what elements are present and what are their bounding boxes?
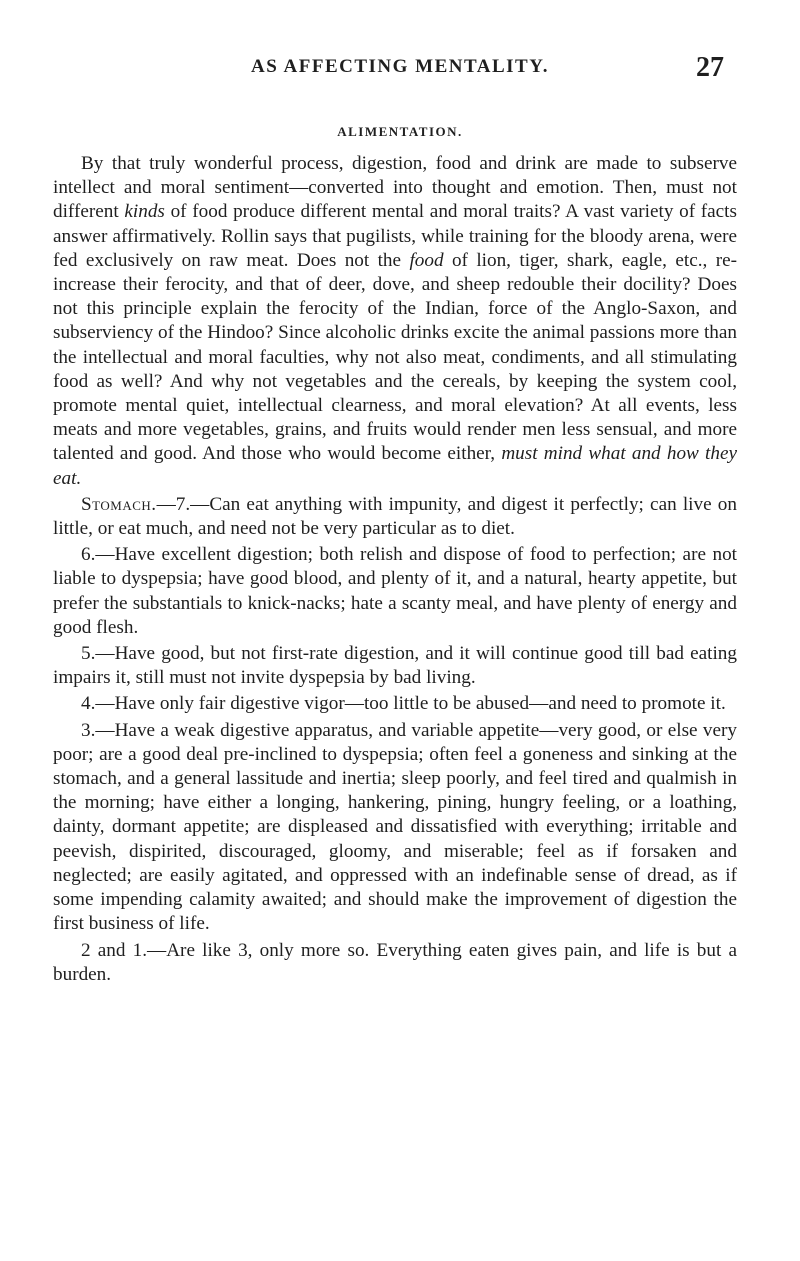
body-text [53, 152, 737, 987]
intro-text-1: By that truly wonderful process, digestion, food and drink are made to subserve intellect and moral sentiment—converted into thought and emotion. Then, must not different [53, 153, 737, 223]
intro-emphasis-kinds: kinds [124, 201, 165, 223]
paragraph-degree-4: 4.—Have only fair digestive vigor—too little to be abused—and need to promote it. [81, 693, 726, 715]
paragraph-degree-6: 6.—Have excellent digestion; both relish and dispose of food to perfection; are not liable to dyspepsia; have good blood, and plenty of it, and a natural, hearty appetite, but prefer the substantials to knick-nacks; hate a scanty meal, and have plenty of energy and good flesh. [53, 544, 737, 638]
intro-emphasis-food: food [409, 249, 444, 271]
paragraph-degree-3: 3.—Have a weak digestive apparatus, and variable appetite—very good, or else very poor; are a good deal pre-inclined to dyspepsia; often feel a goneness and sinking at the stomach, and a general lassitude and inertia; sleep poorly, and feel tired and qualmish in the morning; have either a longing, hankering, pining, hungry feeling, or a loathing, dainty, dormant appetite; are displeased and dissatisfied with everything; irritable and peevish, dispirited, discouraged, gloomy, and miserable; feel as if forsaken and neglected; are easily agitated, and oppressed with an indefinable sense of dread, as if some impending calamity awaited; and should make the improvement of digestion the first business of life. [53, 719, 737, 935]
section-heading: ALIMENTATION. [337, 124, 463, 139]
stomach-7-text: —7.—Can eat anything with impunity, and digest it perfectly; can live on little, or eat much, and need not be very particular as to diet. [53, 493, 737, 540]
stomach-label: Stomach. [81, 493, 157, 515]
paragraph-degree-2-1: 2 and 1.—Are like 3, only more so. Everything eaten gives pain, and life is but a burden. [53, 939, 737, 985]
intro-text-2: of food produce different mental and moral traits? A vast variety of facts answer affirmatively. Rollin says that pugilists, while training for the bloody arena, were fed exclusively on raw meat. Does not the [53, 201, 737, 271]
page-number: 27 [696, 52, 724, 83]
paragraph-intro [53, 152, 737, 491]
paragraph-stomach-7 [53, 493, 737, 541]
paragraph-degree-5: 5.—Have good, but not first-rate digestion, and it will continue good till bad eating impairs it, still must not invite dyspepsia by bad living. [53, 643, 737, 689]
intro-text-3: of lion, tiger, shark, eagle, etc., re-increase their ferocity, and that of deer, dove, and sheep redouble their docility? Does not this principle explain the ferocity of the Indian, force of the Anglo-Saxon, and subserviency of the Hindoo? Since alcoholic drinks excite the animal passions more than the intellectual and moral faculties, why not also meat, condiments, and all stimulating food as well? And why not vegetables and the cereals, by keeping the system cool, promote mental quiet, intellectual clearness, and moral elevation? At all events, less meats and more vegetables, grains, and fruits would render men less sensual, and more talented and good. And those who would become either, [53, 249, 737, 465]
running-head [80, 52, 724, 86]
running-title: AS AFFECTING MENTALITY. [251, 56, 549, 77]
intro-emphasis-closing: must mind what and how they eat. [53, 443, 737, 489]
